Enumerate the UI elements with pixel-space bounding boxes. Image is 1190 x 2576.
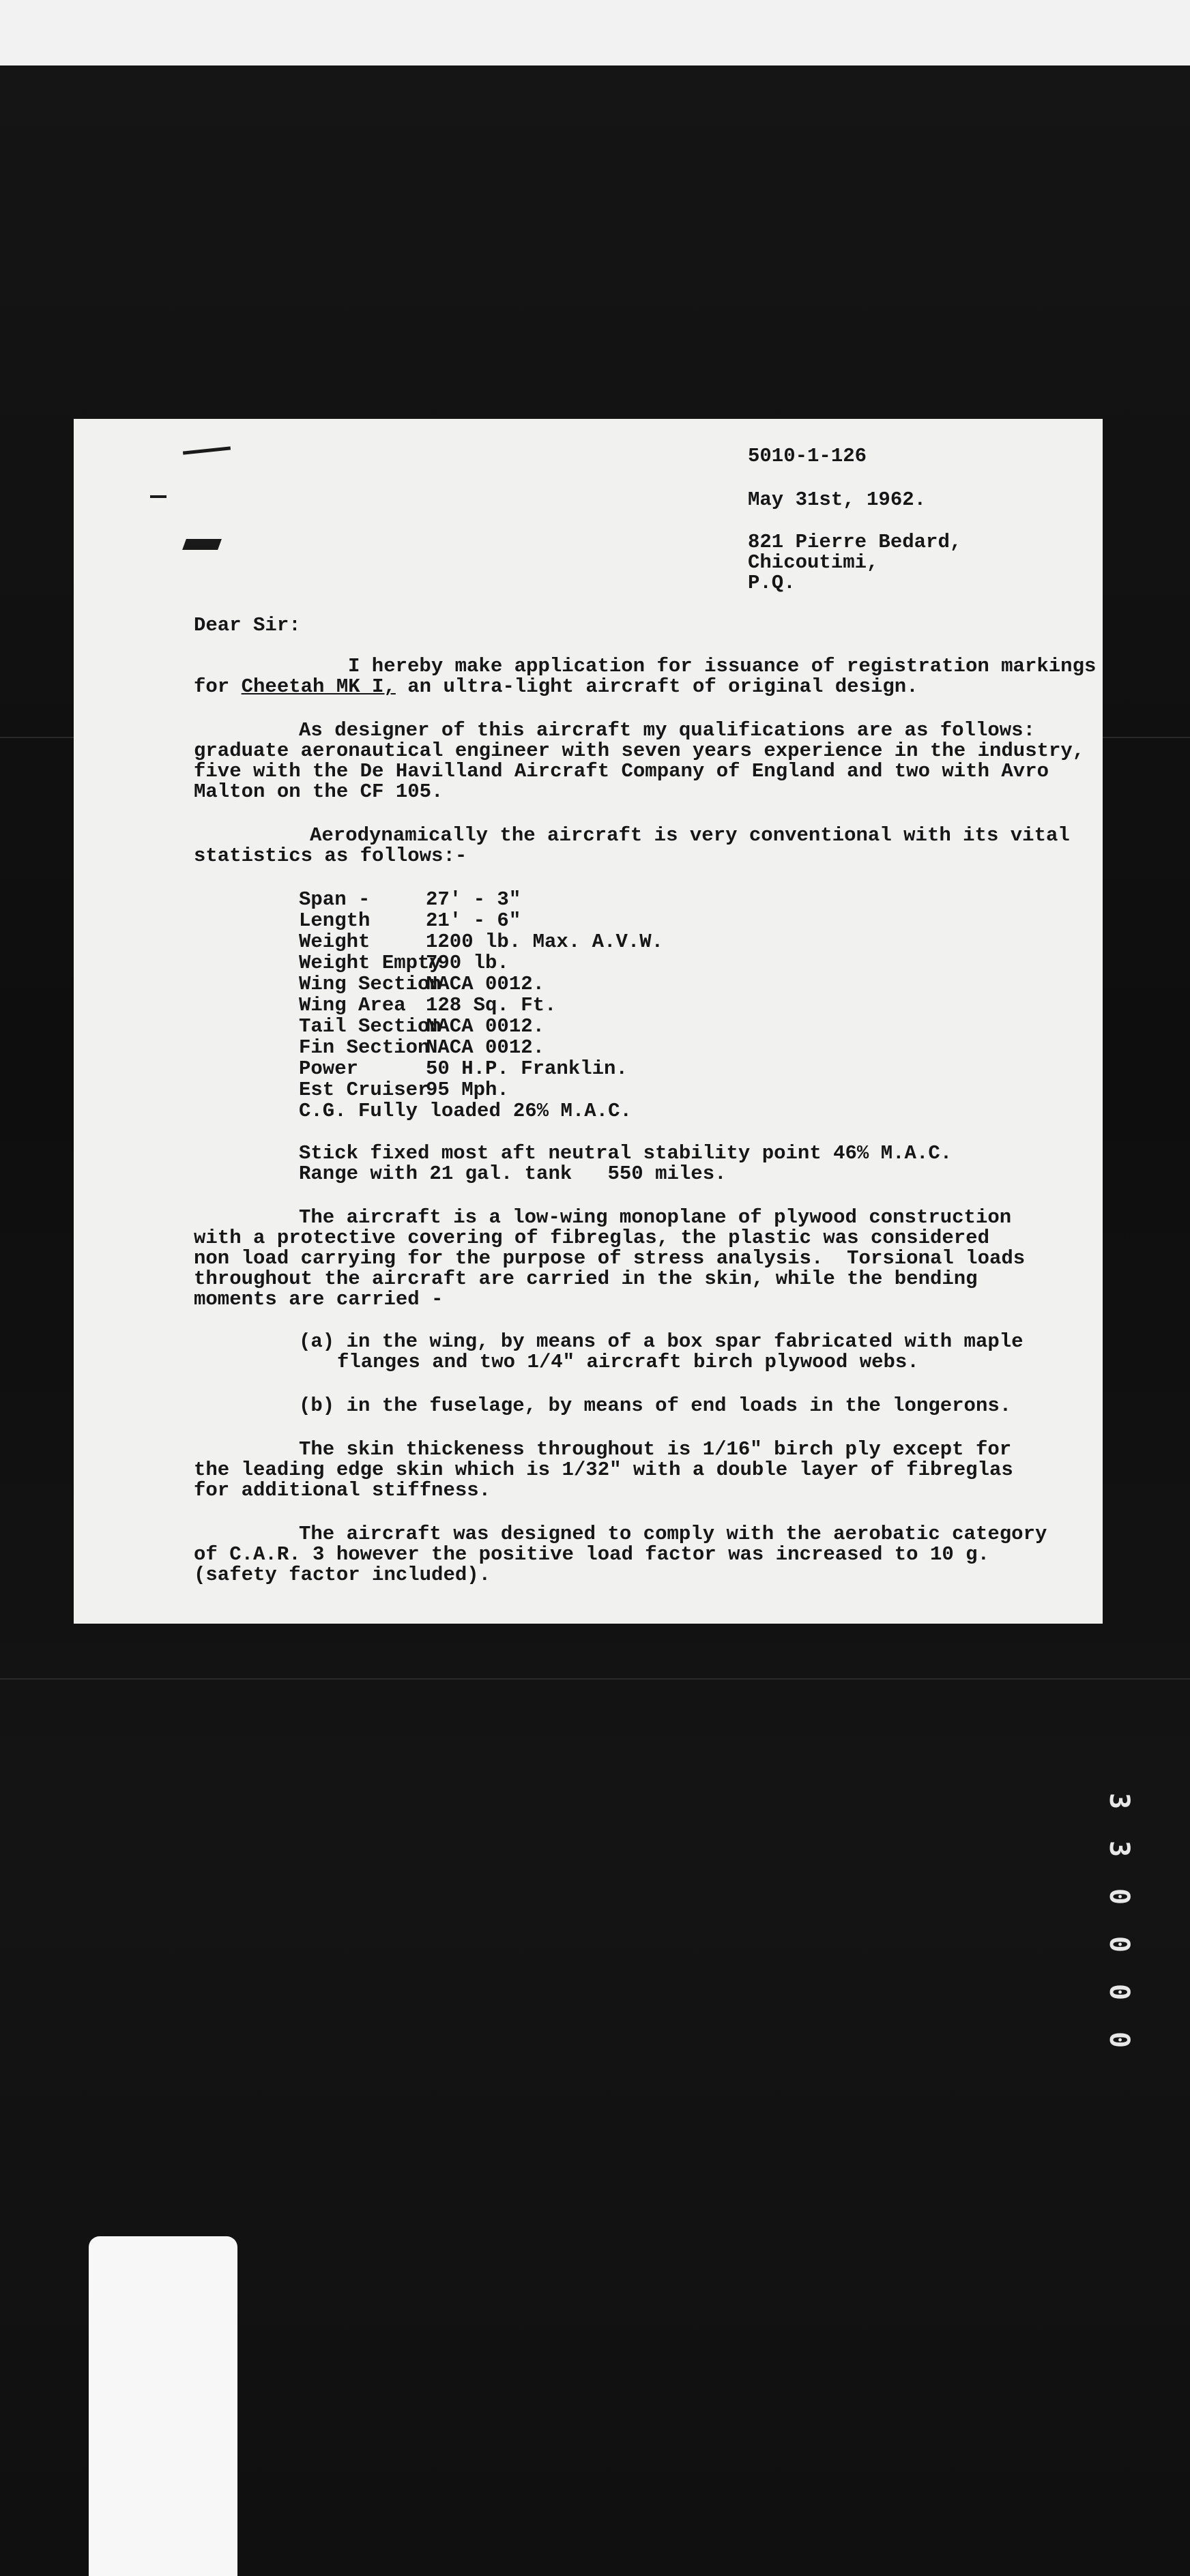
list-item: flanges and two 1/4" aircraft birch plywood webs. xyxy=(337,1351,919,1373)
stability-line: Stick fixed most aft neutral stability point 46% M.A.C. xyxy=(299,1142,953,1165)
paragraph-line: graduate aeronautical engineer with seven years experience in the industry, xyxy=(194,740,1085,762)
spec-row: Fin Section NACA 0012. xyxy=(299,1036,545,1059)
paragraph-line: five with the De Havilland Aircraft Company of England and two with Avro xyxy=(194,760,1049,782)
stray-mark xyxy=(183,446,231,454)
paragraph-line: Aerodynamically the aircraft is very conventional with its vital xyxy=(310,824,1070,847)
paragraph-line: Malton on the CF 105. xyxy=(194,780,444,803)
paragraph-line: non load carrying for the purpose of stress analysis. Torsional loads xyxy=(194,1247,1026,1270)
film-top-border xyxy=(0,0,1190,65)
list-item: (a) in the wing, by means of a box spar fabricated with maple xyxy=(299,1330,1024,1353)
address-line: P.Q. xyxy=(748,572,796,594)
list-item: (b) in the fuselage, by means of end loads in the longerons. xyxy=(299,1394,1012,1417)
paragraph-line: I hereby make application for issuance of registration markings xyxy=(348,655,1097,677)
salutation: Dear Sir: xyxy=(194,614,301,636)
paragraph-line: the leading edge skin which is 1/32" with a double layer of fibreglas xyxy=(194,1459,1013,1481)
stray-mark xyxy=(150,495,166,498)
spec-row: Length 21' - 6" xyxy=(299,909,521,932)
paragraph-line: throughout the aircraft are carried in the skin, while the bending xyxy=(194,1268,978,1290)
letter-date: May 31st, 1962. xyxy=(748,488,927,511)
spec-row: Tail Section NACA 0012. xyxy=(299,1015,545,1038)
letter-page xyxy=(74,419,1103,1624)
file-number: 5010-1-126 xyxy=(748,445,867,467)
paragraph-line: with a protective covering of fibreglas, the plastic was considered xyxy=(194,1227,989,1249)
film-leader-tab xyxy=(89,2236,237,2576)
spec-row: Wing Area 128 Sq. Ft. xyxy=(299,994,557,1016)
address-line: Chicoutimi, xyxy=(748,551,879,574)
spec-row: Span - 27' - 3" xyxy=(299,888,521,911)
paragraph-line: As designer of this aircraft my qualifications are as follows: xyxy=(299,719,1035,742)
range-line: Range with 21 gal. tank 550 miles. xyxy=(299,1162,727,1185)
paragraph-line: moments are carried - xyxy=(194,1288,444,1311)
spec-row: Est Cruiser 95 Mph. xyxy=(299,1079,509,1101)
spec-row: C.G. Fully loaded 26% M.A.C. xyxy=(299,1100,632,1122)
paragraph-line: for Cheetah MK I, an ultra-light aircraft of original design. xyxy=(194,675,918,698)
aircraft-name: Cheetah MK I, xyxy=(241,675,396,698)
specifications-list xyxy=(299,890,663,1122)
paragraph-line: The skin thickeness throughout is 1/16" birch ply except for xyxy=(299,1438,1012,1461)
paragraph-line: The aircraft was designed to comply with the aerobatic category xyxy=(299,1523,1047,1545)
paragraph-line: The aircraft is a low-wing monoplane of plywood construction xyxy=(299,1206,1012,1229)
frame-number: 3 3 0 0 0 0 xyxy=(1103,1792,1135,2049)
spec-row: Wing Section NACA 0012. xyxy=(299,973,545,995)
spec-row: Weight Empty 790 lb. xyxy=(299,952,509,974)
paragraph-line: statistics as follows:- xyxy=(194,845,467,867)
paragraph-line: (safety factor included). xyxy=(194,1564,491,1586)
redaction-mark xyxy=(182,539,222,550)
spec-row: Power 50 H.P. Franklin. xyxy=(299,1057,628,1080)
spec-row: Weight 1200 lb. Max. A.V.W. xyxy=(299,931,664,953)
film-scratch xyxy=(0,1678,1190,1680)
address-line: 821 Pierre Bedard, xyxy=(748,531,962,553)
paragraph-line: for additional stiffness. xyxy=(194,1479,491,1502)
paragraph-line: of C.A.R. 3 however the positive load factor was increased to 10 g. xyxy=(194,1543,989,1566)
